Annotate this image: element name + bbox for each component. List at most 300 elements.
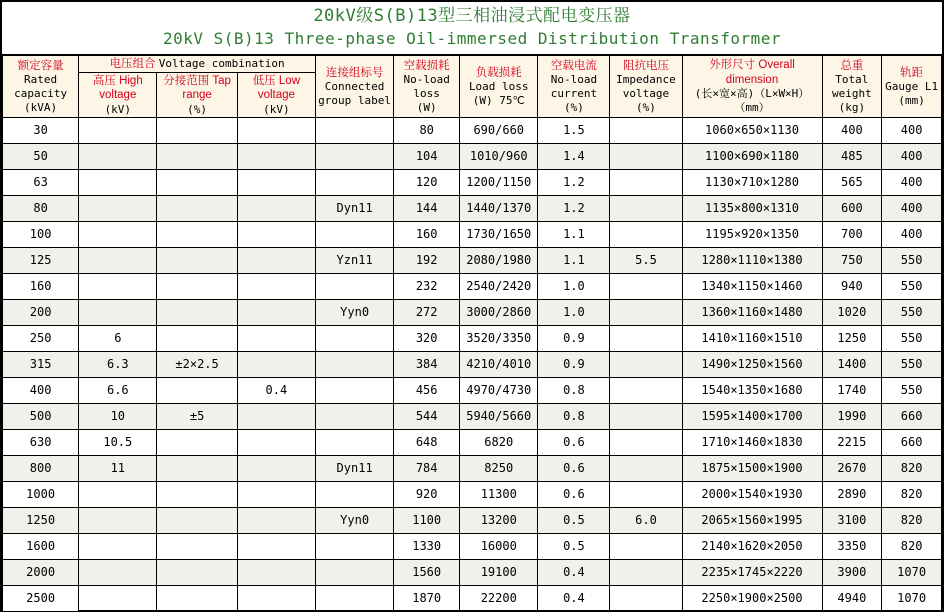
cell-capacity: 200 <box>3 300 79 326</box>
cell-no-load-loss: 1330 <box>394 534 460 560</box>
cell-tap-range <box>157 482 237 508</box>
cell-no-load-current: 0.5 <box>538 508 610 534</box>
cell-low-voltage <box>237 300 315 326</box>
cell-tap-range <box>157 274 237 300</box>
cell-no-load-loss: 104 <box>394 144 460 170</box>
cell-no-load-loss: 544 <box>394 404 460 430</box>
cell-capacity: 2000 <box>3 560 79 586</box>
header-connected-group-cn: 连接组标号 <box>325 66 384 79</box>
table-row <box>3 222 942 248</box>
table-row <box>3 586 942 612</box>
cell-no-load-current: 0.8 <box>538 378 610 404</box>
cell-load-loss: 3520/3350 <box>460 326 538 352</box>
cell-connected-group <box>315 222 393 248</box>
cell-impedance <box>610 482 682 508</box>
header-no-load-loss-en: No-load loss <box>403 73 450 100</box>
header-no-load-loss-cn: 空载损耗 <box>403 59 450 72</box>
cell-high-voltage <box>79 586 157 612</box>
cell-no-load-loss: 144 <box>394 196 460 222</box>
cell-no-load-loss: 272 <box>394 300 460 326</box>
cell-connected-group <box>315 404 393 430</box>
cell-connected-group <box>315 586 393 612</box>
cell-weight: 700 <box>822 222 882 248</box>
cell-no-load-current: 1.1 <box>538 248 610 274</box>
header-connected-group <box>315 55 393 118</box>
table-row <box>3 170 942 196</box>
table-row <box>3 274 942 300</box>
cell-weight: 3100 <box>822 508 882 534</box>
header-overall-dimension-en: (长×宽×高)（L×W×H）（mm） <box>694 87 810 114</box>
table-row <box>3 300 942 326</box>
cell-dimension: 1595×1400×1700 <box>682 404 822 430</box>
cell-high-voltage: 11 <box>79 456 157 482</box>
cell-high-voltage <box>79 274 157 300</box>
cell-capacity: 315 <box>3 352 79 378</box>
cell-impedance <box>610 326 682 352</box>
cell-no-load-current: 0.4 <box>538 586 610 612</box>
header-voltage-combination-cn: 电压组合 <box>109 57 156 70</box>
cell-no-load-loss: 320 <box>394 326 460 352</box>
cell-no-load-current: 1.1 <box>538 222 610 248</box>
cell-load-loss: 22200 <box>460 586 538 612</box>
header-gauge <box>882 55 942 118</box>
cell-no-load-loss: 232 <box>394 274 460 300</box>
cell-capacity: 30 <box>3 118 79 144</box>
header-tap-range-unit: (%) <box>187 102 208 116</box>
cell-low-voltage <box>237 222 315 248</box>
title-cell <box>2 2 942 54</box>
cell-no-load-current: 0.6 <box>538 430 610 456</box>
cell-low-voltage <box>237 456 315 482</box>
cell-connected-group <box>315 560 393 586</box>
cell-connected-group <box>315 430 393 456</box>
cell-tap-range <box>157 170 237 196</box>
header-low-voltage-unit: (kV) <box>263 102 290 116</box>
cell-capacity: 160 <box>3 274 79 300</box>
cell-dimension: 2235×1745×2220 <box>682 560 822 586</box>
cell-high-voltage <box>79 118 157 144</box>
table-row <box>3 326 942 352</box>
cell-tap-range <box>157 300 237 326</box>
cell-dimension: 1490×1250×1560 <box>682 352 822 378</box>
cell-high-voltage <box>79 560 157 586</box>
header-high-voltage-cn: 高压 High voltage <box>92 74 143 102</box>
cell-gauge: 660 <box>882 404 942 430</box>
cell-dimension: 1360×1160×1480 <box>682 300 822 326</box>
cell-high-voltage: 6 <box>79 326 157 352</box>
cell-no-load-loss: 1560 <box>394 560 460 586</box>
cell-weight: 1400 <box>822 352 882 378</box>
cell-impedance <box>610 144 682 170</box>
table-row <box>3 560 942 586</box>
header-low-voltage-cn: 低压 Low voltage <box>252 74 300 102</box>
cell-no-load-current: 1.2 <box>538 170 610 196</box>
table-row <box>3 196 942 222</box>
header-high-voltage <box>79 72 157 118</box>
header-overall-dimension-cn: 外形尺寸 Overall dimension <box>709 59 795 86</box>
header-load-loss-unit: (W) 75℃ <box>472 93 525 107</box>
table-row <box>3 248 942 274</box>
cell-high-voltage: 10.5 <box>79 430 157 456</box>
cell-low-voltage <box>237 352 315 378</box>
cell-gauge: 550 <box>882 274 942 300</box>
cell-capacity: 630 <box>3 430 79 456</box>
header-gauge-en: Gauge L1 <box>885 79 939 93</box>
table-row <box>3 534 942 560</box>
cell-gauge: 400 <box>882 196 942 222</box>
cell-tap-range <box>157 378 237 404</box>
cell-weight: 3900 <box>822 560 882 586</box>
cell-high-voltage <box>79 144 157 170</box>
cell-low-voltage <box>237 482 315 508</box>
cell-high-voltage <box>79 170 157 196</box>
cell-high-voltage <box>79 222 157 248</box>
cell-impedance <box>610 274 682 300</box>
cell-weight: 1020 <box>822 300 882 326</box>
table-header <box>3 55 942 118</box>
cell-load-loss: 2540/2420 <box>460 274 538 300</box>
header-total-weight-cn: 总重 <box>840 59 864 72</box>
cell-dimension: 1710×1460×1830 <box>682 430 822 456</box>
cell-connected-group: Dyn11 <box>315 196 393 222</box>
header-gauge-unit: (mm) <box>898 93 925 107</box>
cell-no-load-current: 0.4 <box>538 560 610 586</box>
cell-gauge: 400 <box>882 118 942 144</box>
cell-capacity: 250 <box>3 326 79 352</box>
cell-load-loss: 690/660 <box>460 118 538 144</box>
cell-low-voltage <box>237 170 315 196</box>
cell-no-load-loss: 920 <box>394 482 460 508</box>
cell-low-voltage <box>237 118 315 144</box>
header-low-voltage <box>237 72 315 118</box>
table-row <box>3 508 942 534</box>
cell-capacity: 125 <box>3 248 79 274</box>
cell-no-load-current: 0.9 <box>538 352 610 378</box>
cell-tap-range <box>157 586 237 612</box>
cell-tap-range <box>157 326 237 352</box>
header-no-load-current <box>538 55 610 118</box>
cell-tap-range <box>157 144 237 170</box>
cell-load-loss: 16000 <box>460 534 538 560</box>
header-overall-dimension <box>682 55 822 118</box>
cell-load-loss: 13200 <box>460 508 538 534</box>
cell-impedance: 6.0 <box>610 508 682 534</box>
cell-capacity: 1000 <box>3 482 79 508</box>
cell-impedance <box>610 352 682 378</box>
cell-capacity: 800 <box>3 456 79 482</box>
header-rated-capacity-unit: (kVA) <box>24 100 58 114</box>
title-row <box>2 2 942 54</box>
cell-no-load-current: 1.4 <box>538 144 610 170</box>
cell-gauge: 660 <box>882 430 942 456</box>
cell-high-voltage <box>79 196 157 222</box>
cell-load-loss: 4210/4010 <box>460 352 538 378</box>
cell-low-voltage <box>237 560 315 586</box>
cell-weight: 2215 <box>822 430 882 456</box>
header-impedance-voltage <box>610 55 682 118</box>
cell-tap-range <box>157 456 237 482</box>
cell-load-loss: 1440/1370 <box>460 196 538 222</box>
cell-dimension: 2140×1620×2050 <box>682 534 822 560</box>
cell-tap-range <box>157 534 237 560</box>
cell-dimension: 2250×1900×2500 <box>682 586 822 612</box>
header-total-weight-en: Total weight <box>831 73 872 100</box>
header-rated-capacity <box>3 55 79 118</box>
cell-load-loss: 3000/2860 <box>460 300 538 326</box>
cell-tap-range: ±2×2.5 <box>157 352 237 378</box>
cell-dimension: 1540×1350×1680 <box>682 378 822 404</box>
cell-weight: 2670 <box>822 456 882 482</box>
cell-weight: 1740 <box>822 378 882 404</box>
cell-gauge: 400 <box>882 170 942 196</box>
cell-no-load-loss: 784 <box>394 456 460 482</box>
cell-impedance <box>610 222 682 248</box>
cell-tap-range <box>157 248 237 274</box>
header-rated-capacity-cn: 额定容量 <box>17 59 64 72</box>
header-load-loss-cn: 负载损耗 <box>475 66 522 79</box>
cell-capacity: 2500 <box>3 586 79 612</box>
cell-load-loss: 1200/1150 <box>460 170 538 196</box>
cell-no-load-current: 0.5 <box>538 534 610 560</box>
cell-high-voltage: 10 <box>79 404 157 430</box>
cell-capacity: 80 <box>3 196 79 222</box>
table-row <box>3 118 942 144</box>
cell-capacity: 1250 <box>3 508 79 534</box>
header-total-weight-unit: (kg) <box>838 100 866 114</box>
cell-high-voltage: 6.3 <box>79 352 157 378</box>
cell-high-voltage <box>79 534 157 560</box>
cell-no-load-current: 1.5 <box>538 118 610 144</box>
table-row <box>3 352 942 378</box>
table-body <box>3 118 942 612</box>
table-row <box>3 456 942 482</box>
cell-load-loss: 1010/960 <box>460 144 538 170</box>
cell-gauge: 1070 <box>882 586 942 612</box>
cell-no-load-current: 0.6 <box>538 482 610 508</box>
header-voltage-combination <box>79 55 316 72</box>
cell-impedance <box>610 586 682 612</box>
cell-no-load-current: 0.8 <box>538 404 610 430</box>
cell-connected-group: Yzn11 <box>315 248 393 274</box>
cell-weight: 600 <box>822 196 882 222</box>
cell-connected-group <box>315 170 393 196</box>
cell-weight: 4940 <box>822 586 882 612</box>
cell-gauge: 820 <box>882 508 942 534</box>
cell-load-loss: 6820 <box>460 430 538 456</box>
header-gauge-cn: 轨距 <box>900 66 924 79</box>
page-title-cn: 20kV级S(B)13型三相油浸式配电变压器 <box>313 6 631 26</box>
cell-no-load-loss: 192 <box>394 248 460 274</box>
header-impedance-voltage-en: Impedance voltage <box>616 73 676 100</box>
cell-weight: 400 <box>822 118 882 144</box>
cell-low-voltage <box>237 144 315 170</box>
cell-tap-range <box>157 196 237 222</box>
cell-low-voltage <box>237 586 315 612</box>
header-no-load-current-cn: 空载电流 <box>550 59 597 72</box>
cell-dimension: 1875×1500×1900 <box>682 456 822 482</box>
cell-tap-range <box>157 560 237 586</box>
cell-high-voltage <box>79 300 157 326</box>
cell-connected-group <box>315 144 393 170</box>
header-load-loss <box>460 55 538 118</box>
table-row <box>3 378 942 404</box>
cell-impedance: 5.5 <box>610 248 682 274</box>
cell-low-voltage <box>237 274 315 300</box>
header-impedance-voltage-unit: (%) <box>636 100 656 114</box>
cell-tap-range: ±5 <box>157 404 237 430</box>
cell-capacity: 500 <box>3 404 79 430</box>
header-no-load-current-en: No-load current <box>550 73 598 100</box>
cell-tap-range <box>157 508 237 534</box>
cell-connected-group <box>315 274 393 300</box>
cell-dimension: 1195×920×1350 <box>682 222 822 248</box>
cell-dimension: 1100×690×1180 <box>682 144 822 170</box>
cell-no-load-loss: 80 <box>394 118 460 144</box>
header-tap-range-cn: 分接范围 Tap range <box>163 74 231 102</box>
cell-load-loss: 2080/1980 <box>460 248 538 274</box>
cell-dimension: 2000×1540×1930 <box>682 482 822 508</box>
cell-impedance <box>610 196 682 222</box>
cell-low-voltage <box>237 248 315 274</box>
cell-dimension: 1135×800×1310 <box>682 196 822 222</box>
cell-dimension: 1340×1150×1460 <box>682 274 822 300</box>
table-row <box>3 404 942 430</box>
cell-weight: 3350 <box>822 534 882 560</box>
header-total-weight <box>822 55 882 118</box>
cell-load-loss: 5940/5660 <box>460 404 538 430</box>
cell-connected-group <box>315 482 393 508</box>
cell-low-voltage <box>237 430 315 456</box>
cell-weight: 485 <box>822 144 882 170</box>
cell-low-voltage <box>237 196 315 222</box>
cell-tap-range <box>157 430 237 456</box>
cell-connected-group <box>315 118 393 144</box>
cell-gauge: 820 <box>882 456 942 482</box>
cell-no-load-loss: 160 <box>394 222 460 248</box>
cell-gauge: 400 <box>882 222 942 248</box>
cell-load-loss: 19100 <box>460 560 538 586</box>
cell-load-loss: 1730/1650 <box>460 222 538 248</box>
cell-gauge: 400 <box>882 144 942 170</box>
cell-weight: 750 <box>822 248 882 274</box>
cell-dimension: 1280×1110×1380 <box>682 248 822 274</box>
cell-impedance <box>610 300 682 326</box>
header-no-load-loss <box>394 55 460 118</box>
cell-gauge: 820 <box>882 534 942 560</box>
cell-gauge: 820 <box>882 482 942 508</box>
cell-no-load-current: 0.6 <box>538 456 610 482</box>
cell-gauge: 550 <box>882 326 942 352</box>
cell-impedance <box>610 118 682 144</box>
cell-capacity: 100 <box>3 222 79 248</box>
cell-weight: 2890 <box>822 482 882 508</box>
cell-weight: 1990 <box>822 404 882 430</box>
header-load-loss-en: Load loss <box>468 79 529 93</box>
table-row <box>3 430 942 456</box>
title-table <box>2 2 942 55</box>
cell-dimension: 1130×710×1280 <box>682 170 822 196</box>
cell-connected-group: Yyn0 <box>315 508 393 534</box>
cell-no-load-loss: 1870 <box>394 586 460 612</box>
header-tap-range <box>157 72 237 118</box>
cell-high-voltage: 6.6 <box>79 378 157 404</box>
cell-tap-range <box>157 222 237 248</box>
cell-gauge: 550 <box>882 300 942 326</box>
cell-load-loss: 8250 <box>460 456 538 482</box>
cell-low-voltage <box>237 508 315 534</box>
header-impedance-voltage-cn: 阻抗电压 <box>622 59 669 72</box>
cell-no-load-current: 1.0 <box>538 274 610 300</box>
header-no-load-loss-unit: (W) <box>416 100 437 114</box>
cell-connected-group: Yyn0 <box>315 300 393 326</box>
cell-connected-group: Dyn11 <box>315 456 393 482</box>
header-high-voltage-unit: (kV) <box>104 102 132 116</box>
cell-low-voltage <box>237 534 315 560</box>
cell-low-voltage <box>237 404 315 430</box>
cell-no-load-current: 1.0 <box>538 300 610 326</box>
cell-connected-group <box>315 326 393 352</box>
cell-connected-group <box>315 378 393 404</box>
page-title-en: 20kV S(B)13 Three-phase Oil-immersed Distribution Transformer <box>162 28 782 48</box>
spec-table <box>2 55 942 612</box>
cell-connected-group <box>315 534 393 560</box>
cell-impedance <box>610 456 682 482</box>
cell-dimension: 2065×1560×1995 <box>682 508 822 534</box>
cell-no-load-loss: 1100 <box>394 508 460 534</box>
cell-capacity: 1600 <box>3 534 79 560</box>
cell-impedance <box>610 378 682 404</box>
cell-no-load-loss: 648 <box>394 430 460 456</box>
cell-connected-group <box>315 352 393 378</box>
cell-impedance <box>610 170 682 196</box>
cell-capacity: 63 <box>3 170 79 196</box>
cell-gauge: 1070 <box>882 560 942 586</box>
header-rated-capacity-en: Rated capacity <box>14 73 68 100</box>
cell-capacity: 50 <box>3 144 79 170</box>
cell-gauge: 550 <box>882 378 942 404</box>
cell-weight: 940 <box>822 274 882 300</box>
cell-no-load-loss: 456 <box>394 378 460 404</box>
cell-no-load-current: 1.2 <box>538 196 610 222</box>
cell-low-voltage <box>237 326 315 352</box>
cell-high-voltage <box>79 248 157 274</box>
cell-gauge: 550 <box>882 248 942 274</box>
cell-no-load-current: 0.9 <box>538 326 610 352</box>
cell-no-load-loss: 120 <box>394 170 460 196</box>
cell-impedance <box>610 534 682 560</box>
cell-impedance <box>610 560 682 586</box>
cell-impedance <box>610 430 682 456</box>
cell-load-loss: 4970/4730 <box>460 378 538 404</box>
cell-high-voltage <box>79 482 157 508</box>
cell-weight: 1250 <box>822 326 882 352</box>
cell-dimension: 1060×650×1130 <box>682 118 822 144</box>
cell-load-loss: 11300 <box>460 482 538 508</box>
header-row-1 <box>3 55 942 72</box>
table-row <box>3 482 942 508</box>
header-no-load-current-unit: (%) <box>563 100 584 114</box>
cell-impedance <box>610 404 682 430</box>
cell-no-load-loss: 384 <box>394 352 460 378</box>
cell-capacity: 400 <box>3 378 79 404</box>
cell-tap-range <box>157 118 237 144</box>
header-voltage-combination-en: Voltage combination <box>158 56 285 70</box>
cell-high-voltage <box>79 508 157 534</box>
table-row <box>3 144 942 170</box>
header-connected-group-en: Connected group label <box>318 79 392 107</box>
cell-low-voltage: 0.4 <box>237 378 315 404</box>
cell-weight: 565 <box>822 170 882 196</box>
